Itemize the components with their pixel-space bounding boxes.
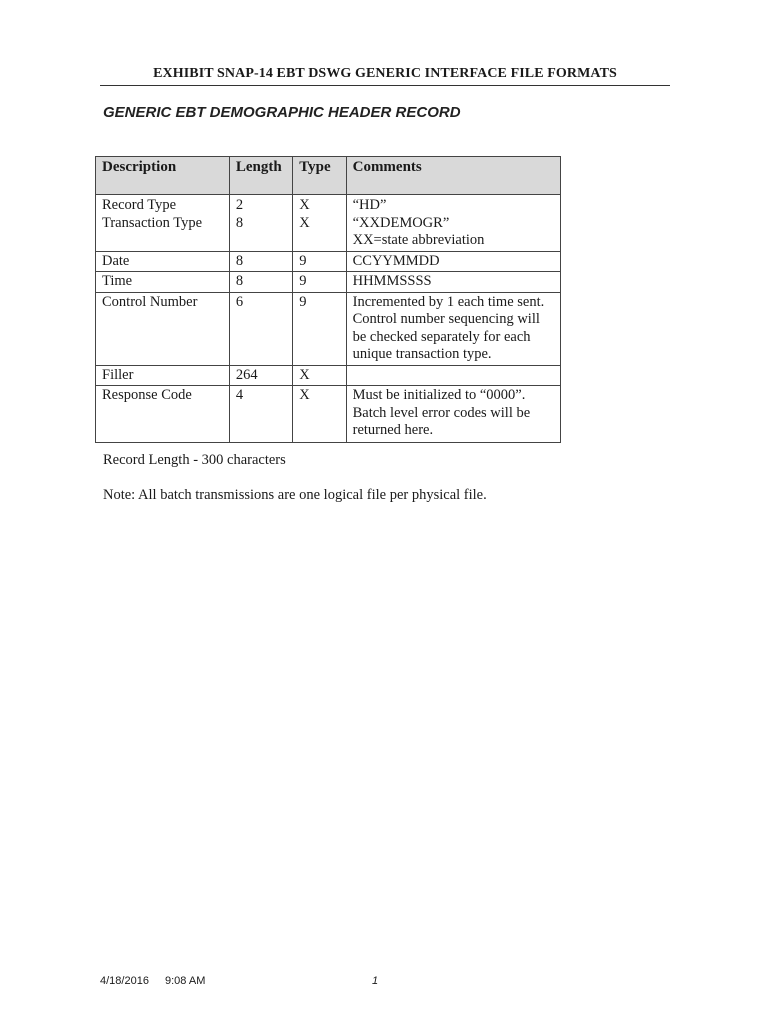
page-header: [100, 64, 670, 86]
cell-line: Batch level error codes will be: [352, 404, 531, 421]
cell-type: [293, 251, 346, 272]
cell-description: [96, 195, 230, 252]
cell-type: [293, 386, 346, 443]
cell-comments: [346, 292, 560, 365]
cell-line: Response Code: [102, 387, 192, 403]
cell-line: X: [299, 366, 310, 383]
cell-comments: [346, 365, 560, 386]
cell-line: be checked separately for each: [352, 328, 531, 345]
table-row: [96, 386, 561, 443]
cell-line: 9: [299, 293, 307, 310]
cell-line: Time: [102, 273, 133, 289]
cell-line: [353, 367, 554, 385]
cell-line: HHMMSSSS: [352, 273, 432, 289]
table-header-row: [96, 157, 561, 195]
cell-description: [96, 272, 230, 293]
cell-description: [96, 292, 230, 365]
cell-line: Transaction Type: [102, 214, 203, 231]
cell-length: [229, 272, 292, 293]
cell-line: 6: [235, 293, 244, 310]
column-header-comments: Comments: [346, 157, 560, 195]
exhibit-title: EXHIBIT SNAP-14 EBT DSWG GENERIC INTERFACE FILE FORMATS: [153, 66, 617, 81]
cell-line: Date: [102, 252, 130, 269]
cell-line: 9: [299, 273, 307, 289]
cell-line: X: [299, 214, 310, 231]
cell-line: Control Number: [102, 293, 198, 310]
table-row: [96, 292, 561, 365]
cell-line: 8: [235, 252, 244, 269]
cell-line: Control number sequencing will: [352, 311, 540, 327]
record-format-table: [95, 156, 561, 443]
note-text: Note: All batch transmissions are one logical file per physical file.: [103, 487, 487, 503]
cell-line: X: [299, 387, 310, 403]
cell-line: XX=state abbreviation: [352, 232, 485, 248]
cell-length: [229, 365, 292, 386]
cell-type: [293, 195, 346, 252]
column-header-type: Type: [293, 157, 346, 195]
table-body: [96, 195, 561, 443]
cell-line: 4: [235, 387, 244, 403]
cell-line: Must be initialized to “0000”.: [352, 387, 526, 403]
cell-description: [96, 251, 230, 272]
cell-comments: [346, 272, 560, 293]
cell-line: Record Type: [102, 197, 177, 213]
cell-line: “HD”: [352, 197, 387, 213]
footer-page-number: 1: [372, 975, 379, 987]
cell-line: 2: [235, 197, 244, 213]
cell-line: 8: [235, 214, 244, 231]
table-row: [96, 365, 561, 386]
cell-comments: [346, 251, 560, 272]
cell-line: 264: [235, 366, 258, 383]
footer-time: 9:08 AM: [165, 975, 206, 987]
cell-line: 9: [299, 252, 307, 269]
cell-line: “XXDEMOGR”: [352, 214, 450, 231]
cell-description: [96, 365, 230, 386]
cell-length: [229, 292, 292, 365]
cell-line: CCYYMMDD: [352, 252, 440, 269]
cell-type: [293, 365, 346, 386]
cell-line: returned here.: [352, 422, 434, 438]
cell-line: X: [299, 197, 310, 213]
footer-date: 4/18/2016: [100, 975, 149, 987]
cell-description: [96, 386, 230, 443]
cell-type: [293, 292, 346, 365]
cell-line: Filler: [102, 366, 134, 383]
cell-length: [229, 251, 292, 272]
cell-line: unique transaction type.: [352, 346, 492, 362]
cell-length: [229, 386, 292, 443]
record-length-text: Record Length - 300 characters: [103, 452, 286, 468]
column-header-length: Length: [229, 157, 292, 195]
cell-comments: [346, 195, 560, 252]
cell-length: [229, 195, 292, 252]
cell-line: Incremented by 1 each time sent.: [352, 293, 545, 310]
column-header-description: Description: [96, 157, 230, 195]
table-row: [96, 251, 561, 272]
cell-type: [293, 272, 346, 293]
cell-line: 8: [235, 273, 244, 289]
cell-comments: [346, 386, 560, 443]
table-row: [96, 195, 561, 252]
table-row: [96, 272, 561, 293]
record-title: GENERIC EBT DEMOGRAPHIC HEADER RECORD: [103, 104, 461, 121]
